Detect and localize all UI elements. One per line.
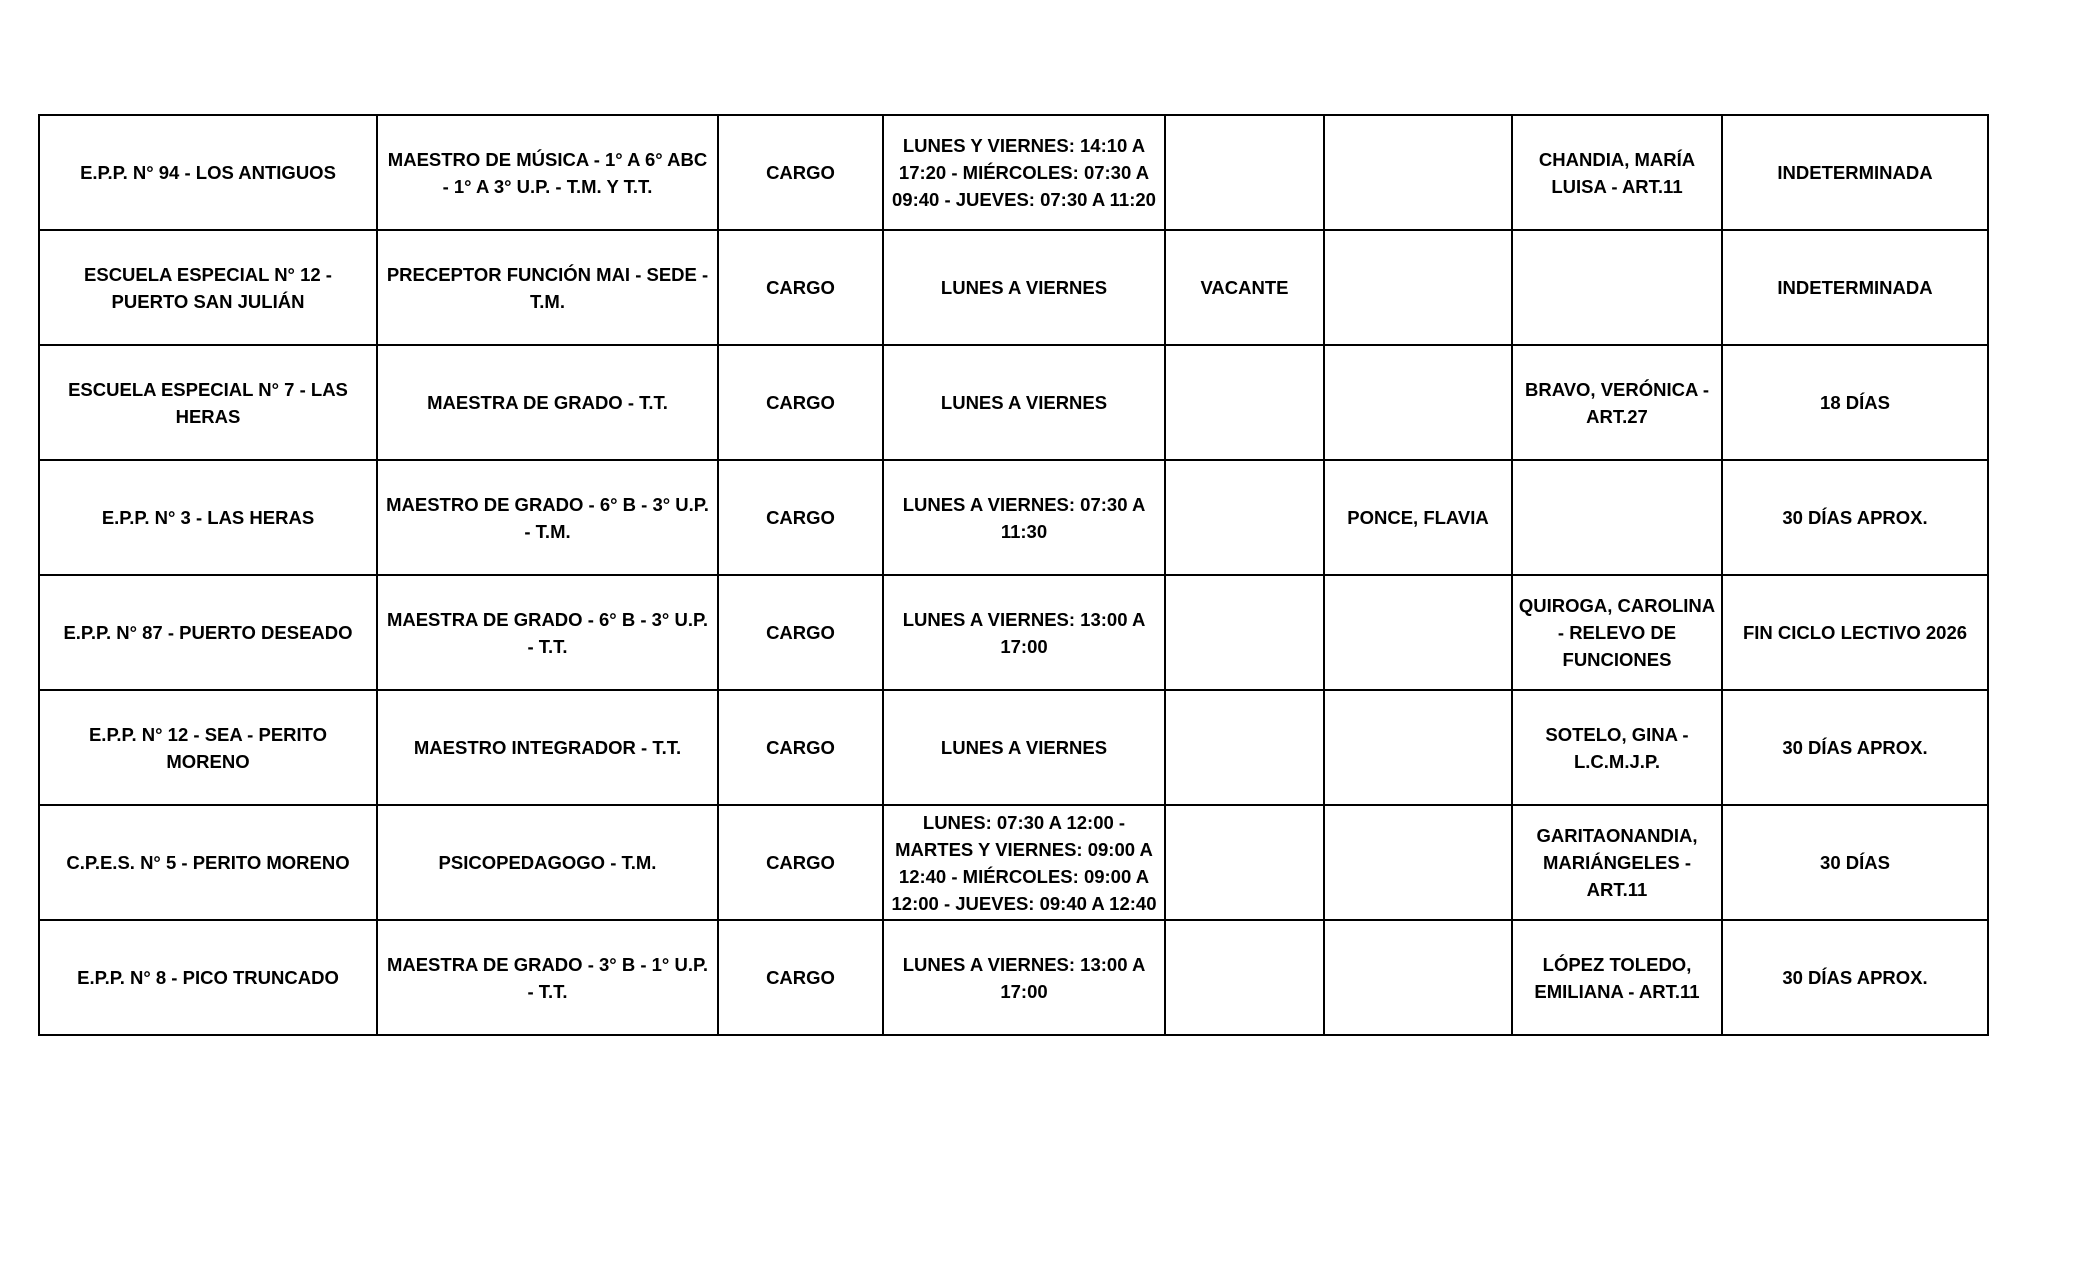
status-cell [1165,460,1324,575]
replaced-cell: LÓPEZ TOLEDO, EMILIANA - ART.11 [1512,920,1722,1035]
holder-cell [1324,575,1512,690]
vacancies-table [38,114,1989,1036]
type-cell: CARGO [718,575,883,690]
holder-cell [1324,805,1512,920]
table-row [39,690,1988,805]
table-row [39,805,1988,920]
position-cell: MAESTRO DE GRADO - 6° B - 3° U.P. - T.M. [377,460,718,575]
table-row [39,575,1988,690]
schedule-cell: LUNES A VIERNES [883,690,1165,805]
position-cell: MAESTRA DE GRADO - 6° B - 3° U.P. - T.T. [377,575,718,690]
status-cell [1165,115,1324,230]
school-cell: E.P.P. N° 3 - LAS HERAS [39,460,377,575]
schedule-cell: LUNES A VIERNES [883,345,1165,460]
type-cell: CARGO [718,230,883,345]
position-cell: PSICOPEDAGOGO - T.M. [377,805,718,920]
schedule-cell: LUNES A VIERNES: 07:30 A 11:30 [883,460,1165,575]
holder-cell [1324,230,1512,345]
position-cell: MAESTRA DE GRADO - 3° B - 1° U.P. - T.T. [377,920,718,1035]
position-cell: MAESTRO DE MÚSICA - 1° A 6° ABC - 1° A 3° U.P. - T.M. Y T.T. [377,115,718,230]
position-cell: MAESTRO INTEGRADOR - T.T. [377,690,718,805]
duration-cell: FIN CICLO LECTIVO 2026 [1722,575,1988,690]
schedule-cell: LUNES: 07:30 A 12:00 - MARTES Y VIERNES: 09:00 A 12:40 - MIÉRCOLES: 09:00 A 12:00 - JUEVES: 09:40 A 12:40 [883,805,1165,920]
status-cell [1165,690,1324,805]
replaced-cell: BRAVO, VERÓNICA - ART.27 [1512,345,1722,460]
replaced-cell [1512,230,1722,345]
table-row [39,345,1988,460]
schedule-cell: LUNES A VIERNES: 13:00 A 17:00 [883,575,1165,690]
status-cell [1165,575,1324,690]
replaced-cell [1512,460,1722,575]
type-cell: CARGO [718,805,883,920]
table-row [39,460,1988,575]
type-cell: CARGO [718,460,883,575]
school-cell: E.P.P. N° 12 - SEA - PERITO MORENO [39,690,377,805]
position-cell: PRECEPTOR FUNCIÓN MAI - SEDE - T.M. [377,230,718,345]
type-cell: CARGO [718,115,883,230]
duration-cell: 30 DÍAS APROX. [1722,460,1988,575]
duration-cell: INDETERMINADA [1722,115,1988,230]
holder-cell [1324,920,1512,1035]
table-row [39,920,1988,1035]
table-row [39,230,1988,345]
holder-cell [1324,115,1512,230]
table-body [39,115,1988,1035]
schedule-cell: LUNES A VIERNES [883,230,1165,345]
duration-cell: 18 DÍAS [1722,345,1988,460]
schedule-cell: LUNES Y VIERNES: 14:10 A 17:20 - MIÉRCOLES: 07:30 A 09:40 - JUEVES: 07:30 A 11:20 [883,115,1165,230]
school-cell: ESCUELA ESPECIAL N° 7 - LAS HERAS [39,345,377,460]
type-cell: CARGO [718,345,883,460]
type-cell: CARGO [718,690,883,805]
replaced-cell: CHANDIA, MARÍA LUISA - ART.11 [1512,115,1722,230]
status-cell [1165,920,1324,1035]
replaced-cell: GARITAONANDIA, MARIÁNGELES - ART.11 [1512,805,1722,920]
school-cell: E.P.P. N° 87 - PUERTO DESEADO [39,575,377,690]
schedule-cell: LUNES A VIERNES: 13:00 A 17:00 [883,920,1165,1035]
duration-cell: 30 DÍAS APROX. [1722,920,1988,1035]
status-cell [1165,805,1324,920]
position-cell: MAESTRA DE GRADO - T.T. [377,345,718,460]
school-cell: ESCUELA ESPECIAL N° 12 - PUERTO SAN JULIÁN [39,230,377,345]
type-cell: CARGO [718,920,883,1035]
school-cell: E.P.P. N° 94 - LOS ANTIGUOS [39,115,377,230]
holder-cell: PONCE, FLAVIA [1324,460,1512,575]
duration-cell: 30 DÍAS APROX. [1722,690,1988,805]
table-row [39,115,1988,230]
school-cell: C.P.E.S. N° 5 - PERITO MORENO [39,805,377,920]
duration-cell: INDETERMINADA [1722,230,1988,345]
status-cell: VACANTE [1165,230,1324,345]
replaced-cell: SOTELO, GINA - L.C.M.J.P. [1512,690,1722,805]
duration-cell: 30 DÍAS [1722,805,1988,920]
holder-cell [1324,345,1512,460]
school-cell: E.P.P. N° 8 - PICO TRUNCADO [39,920,377,1035]
status-cell [1165,345,1324,460]
replaced-cell: QUIROGA, CAROLINA - RELEVO DE FUNCIONES [1512,575,1722,690]
holder-cell [1324,690,1512,805]
